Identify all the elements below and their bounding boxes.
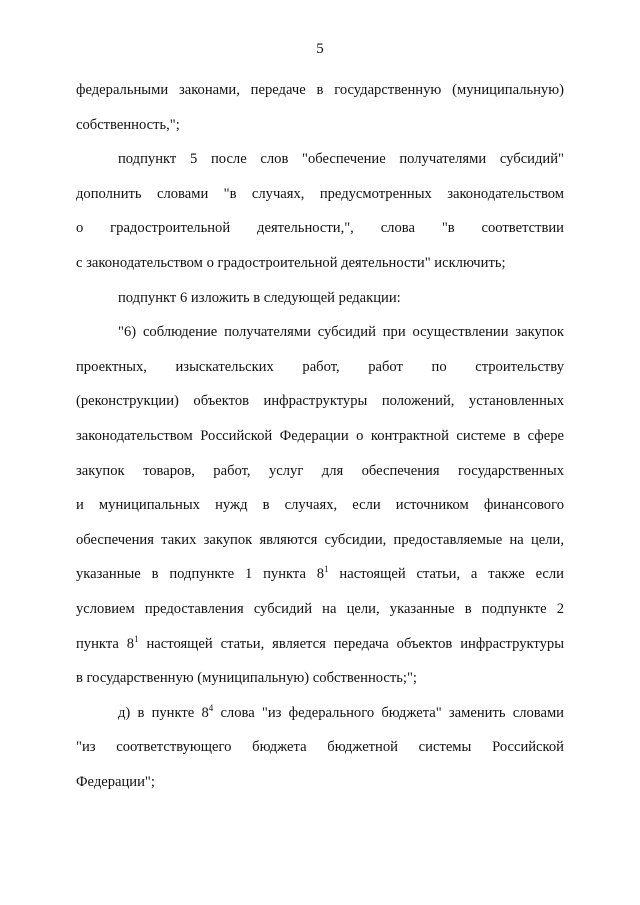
text-line: [76, 142, 564, 177]
line-text: и муниципальных нужд в случаях, если источником финансового: [76, 497, 564, 514]
text-line: [76, 419, 564, 454]
line-text: с законодательством о градостроительной деятельности" исключить;: [76, 254, 506, 271]
line-text-continued: слова "из федерального бюджета" заменить словами: [213, 704, 564, 721]
text-line: [76, 523, 564, 558]
line-text: законодательством Российской Федерации о контрактной системе в сфере: [76, 427, 564, 444]
superscript: 1: [324, 564, 329, 575]
line-text: федеральными законами, передаче в государственную (муниципальную): [76, 82, 564, 98]
superscript: 4: [208, 702, 214, 713]
text-line: [76, 592, 564, 627]
text-line: [76, 730, 564, 765]
line-text: в государственную (муниципальную) собственность;";: [76, 670, 417, 687]
line-text: дополнить словами "в случаях, предусмотренных законодательством: [76, 185, 564, 202]
line-text: подпункт 5 после слов "обеспечение получателями субсидий": [118, 151, 564, 168]
text-line: [76, 384, 564, 419]
text-line: [76, 73, 564, 108]
document-body: [76, 73, 564, 799]
line-text: "6) соблюдение получателями субсидий при осуществлении закупок: [118, 324, 564, 341]
text-line: [76, 557, 564, 592]
text-line: [76, 696, 564, 731]
text-line: [76, 488, 564, 523]
text-line: [76, 661, 564, 696]
text-line: [76, 108, 564, 143]
line-text: собственность,";: [76, 116, 180, 133]
line-text: закупок товаров, работ, услуг для обеспечения государственных: [76, 462, 564, 479]
line-text-continued: настоящей статьи, является передача объектов инфраструктуры: [138, 635, 564, 652]
text-line: [76, 454, 564, 489]
text-line: [76, 211, 564, 246]
page-number: 5: [316, 41, 324, 57]
line-text: проектных, изыскательских работ, работ по строительству: [76, 358, 564, 375]
line-text: обеспечения таких закупок являются субсидии, предоставляемые на цели,: [76, 531, 564, 548]
line-text: (реконструкции) объектов инфраструктуры положений, установленных: [76, 393, 564, 410]
text-line: [76, 765, 564, 800]
superscript: 1: [134, 633, 139, 644]
line-text: указанные в подпункте 1 пункта 8: [76, 566, 325, 583]
text-line: [76, 246, 564, 281]
line-text: д) в пункте 8: [118, 704, 209, 721]
line-text: пункта 8: [76, 635, 135, 652]
line-text-continued: настоящей статьи, а также если: [328, 566, 564, 583]
text-line: [76, 627, 564, 662]
text-line: [76, 350, 564, 385]
text-line: [76, 315, 564, 350]
line-text: о градостроительной деятельности,", слова "в соответствии: [76, 220, 564, 237]
line-text: Федерации";: [76, 773, 155, 790]
line-text: подпункт 6 изложить в следующей редакции:: [118, 289, 401, 306]
text-line: [76, 281, 564, 316]
line-text: "из соответствующего бюджета бюджетной системы Российской: [76, 739, 564, 756]
text-line: [76, 177, 564, 212]
line-text: условием предоставления субсидий на цели, указанные в подпункте 2: [76, 600, 564, 617]
